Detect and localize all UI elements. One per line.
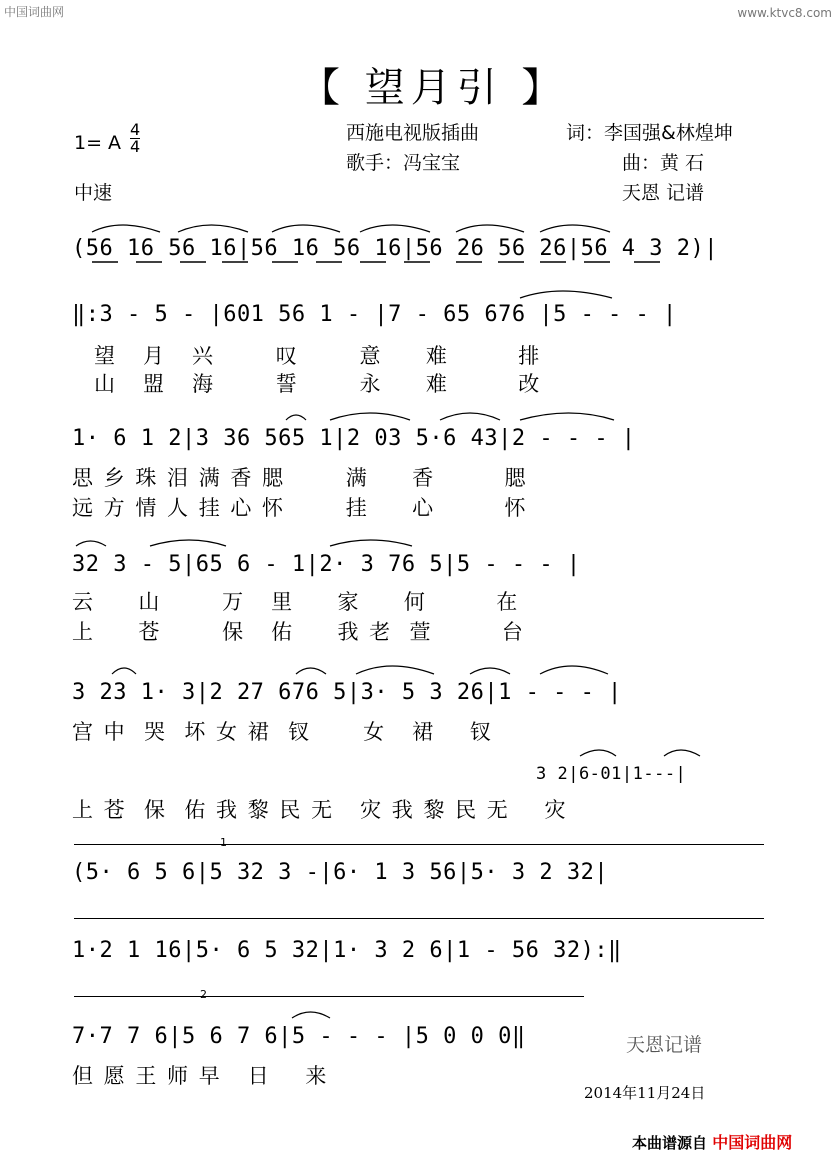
lyric-line-5: 云 山 万 里 家 何 在 [72,590,520,614]
volta-1-label: 1 [220,836,227,849]
lyric-line-9: 但 愿 王 师 早 日 来 [72,1064,329,1088]
notation-line-5: 3 23 1· 3|2 27 676 5|3· 5 3 26|1 - - - | [72,680,622,705]
key-signature: 1= A [74,132,122,154]
slur [92,225,160,232]
slur [520,291,612,298]
slur [360,225,430,232]
slur [272,225,340,232]
lyric-line-3: 思 乡 珠 泪 满 香 腮 满 香 腮 [72,466,528,490]
slur [540,225,610,232]
slur [540,666,608,674]
slur [286,415,306,420]
notation-line-6: (5· 6 5 6|5 32 3 -|6· 1 3 56|5· 3 2 32| [72,860,609,885]
slur [520,413,614,420]
notation-line-8: 7·7 7 6|5 6 7 6|5 - - - |5 0 0 0‖ [72,1024,526,1049]
watermark-left: 中国词曲网 [4,5,65,19]
slur [580,750,616,756]
time-signature: 4 4 [130,120,141,156]
slur [292,1012,330,1018]
stamp-date: 2014年11月24日 [584,1084,706,1102]
watermark-right: www.ktvc8.com [737,6,832,20]
slur [296,668,326,674]
lyric-line-6: 上 苍 保 佑 我 老 萱 台 [72,620,525,644]
notation-line-alt: 3 2|6-01|1---| [536,764,687,784]
lyric-line-7: 宫 中 哭 坏 女 裙 钗 女 裙 钗 [72,720,493,744]
notation-line-7: 1·2 1 16|5· 6 5 32|1· 3 2 6|1 - 56 32):‖ [72,938,622,963]
lyric-line-1: 望 月 兴 叹 意 难 排 [94,344,542,368]
lyric-line-2: 山 盟 海 誓 永 难 改 [94,372,542,396]
slur [330,540,412,546]
tempo: 中速 [74,182,113,204]
slur [664,750,700,756]
slur [178,225,248,232]
slur [150,540,226,546]
singer: 歌手：冯宝宝 [346,152,461,174]
slur [456,225,524,232]
song-title: 【 望月引 】 [300,65,568,111]
slur [330,413,410,420]
composer: 曲：黄 石 [622,152,705,174]
volta-2-label: 2 [200,988,207,1001]
stamp-signature: 天恩记谱 [626,1034,703,1056]
slur [112,668,136,674]
lyricist: 词：李国强&林煌坤 [566,122,733,144]
notation-line-4: 32 3 - 5|65 6 - 1|2· 3 76 5|5 - - - | [72,552,581,577]
notation-line-3: 1· 6 1 2|3 36 565 1|2 03 5·6 43|2 - - - | [72,426,636,451]
footer-site-link[interactable]: 中国词曲网 [712,1133,793,1152]
notation-line-1: (56 16 56 16|56 16 56 16|56 26 56 26|56 4 3 2)| [72,236,719,261]
subtitle: 西施电视版插曲 [346,122,480,144]
slur [470,668,510,674]
slur [76,541,106,546]
footer-prefix: 本曲谱源自 [632,1134,708,1152]
slur [356,666,434,674]
notation-line-2: ‖:3 - 5 - |601 56 1 - |7 - 65 676 |5 - - - | [72,302,677,327]
slur [440,413,500,420]
lyric-line-8: 上 苍 保 佑 我 黎 民 无 灾 我 黎 民 无 灾 [72,798,568,822]
transcriber: 天恩 记谱 [622,182,705,204]
lyric-line-4: 远 方 情 人 挂 心 怀 挂 心 怀 [72,496,528,520]
